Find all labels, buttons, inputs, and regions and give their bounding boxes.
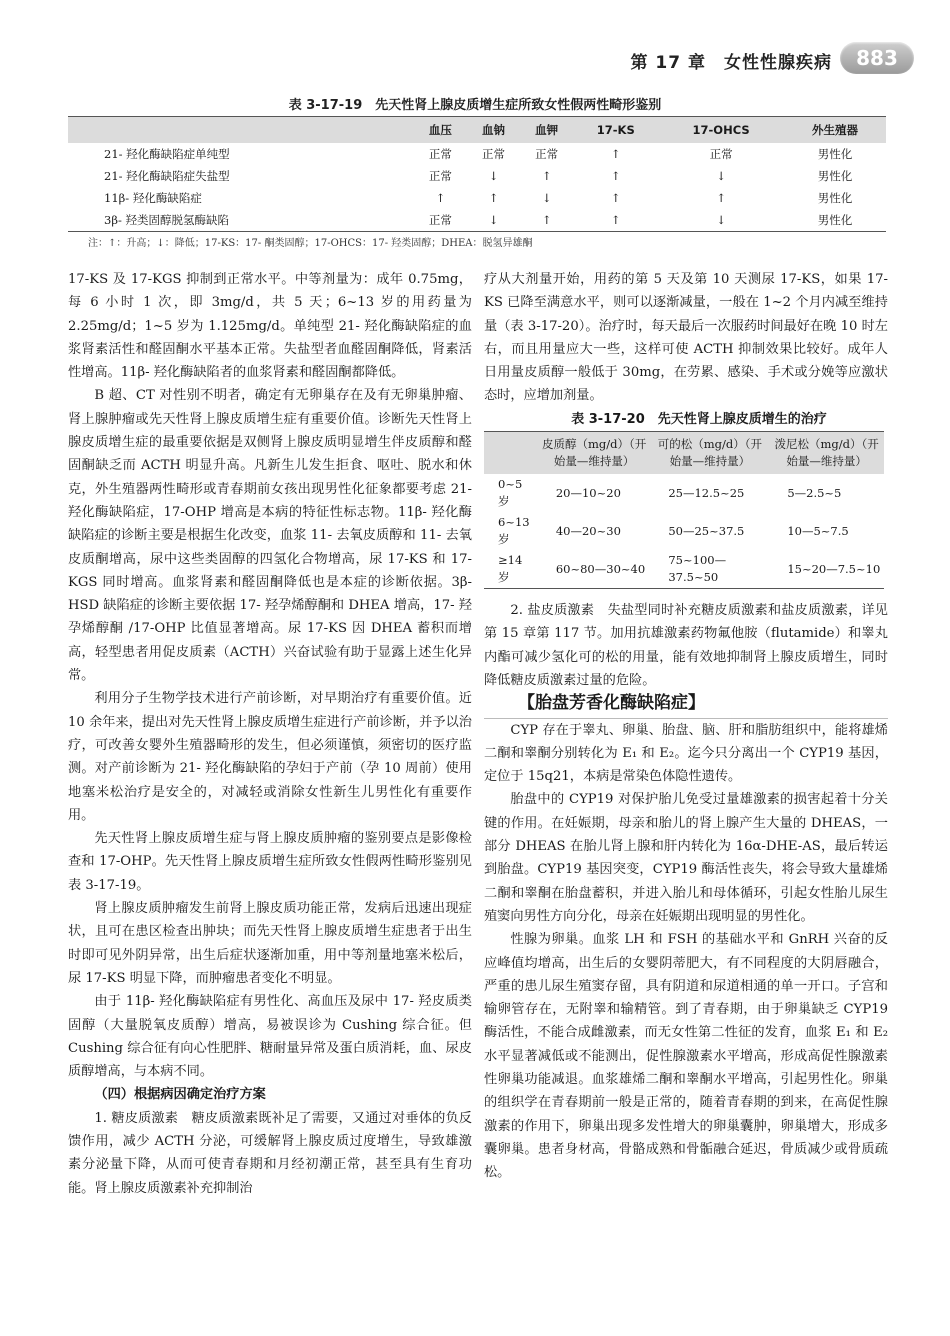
table-cell: ↑ (520, 209, 573, 232)
table-cell: 60~80—30~40 (538, 550, 651, 589)
paragraph: 性腺为卵巢。血浆 LH 和 FSH 的基础水平和 GnRH 兴奋的反应峰值均增高，出生后的女婴阴蒂肥大，有不同程度的大阴唇融合，严重的患儿尿生殖窦存留，具有阴道和尿道相通的单一开口。子宫和输卵管存在，无附睾和输精管。到了青春期，由于卵巢缺乏 CYP19 酶活性，不能合成雌激素，而无女性第二性征的发育，血浆 E₁ 和 E₂ 水平显著减低或不能测出，促性腺激素水平增高，形成高促性腺激素性卵巢功能减退。血浆雄烯二酮和睾酮水平增高，引起男性化。卵巢的组织学在青春期前一般是正常的，随着青春期的到来，在高促性腺激素的作用下，卵巢出现多发性增大的卵巢囊肿，卵巢增大，形成多囊卵巢。患者身材高，骨骼成熟和骨骺融合延迟，骨质减少或骨质疏松。 (484, 932, 888, 1181)
table-cell: ↑ (716, 191, 726, 205)
table-cell: ↑ (541, 169, 552, 183)
table-cell: 75~100—37.5~50 (650, 550, 769, 589)
table-cell: ↑ (488, 191, 499, 205)
paragraph: CYP 存在于睾丸、卵巢、胎盘、脑、肝和脂肪组织中，能将雄烯二酮和睾酮分别转化为 E₁ 和 E₂。迄今只分离出一个 CYP19 基因，定位于 15q21，本病是常染色体隐性遗传。 (484, 722, 888, 785)
table-header-cell (68, 117, 414, 144)
table-row (68, 187, 886, 209)
table-row (68, 165, 886, 187)
table-cell: 10—5~7.5 (787, 523, 849, 538)
paragraph: B 超、CT 对性别不明者，确定有无卵巢存在及有无卵巢肿瘤、肾上腺肿瘤或先天性肾上腺皮质增生症有重要价值。诊断先天性肾上腺皮质增生症的最重要依据是双侧肾上腺皮质明显增生伴皮质醇和醛固酮缺乏而 ACTH 明显升高。凡新生儿发生拒食、呕吐、脱水和休克，外生殖器两性畸形或青春期前女孩出现男性化征象都要考虑 21- 羟化酶缺陷症，17-OHP 增高是本病的特征性标志物。11β- 羟化酶缺陷症的诊断主要是根据生化改变，血浆 11- 去氧皮质醇和 11- 去氧皮质酮增高，尿中这些类固醇的四氢化合物增高，尿 17-KS 和 17-KGS 同时增高。血浆肾素和醛固酮降低也是本症的诊断依据。3β-HSD 缺陷症的诊断主要依据 17- 羟孕烯醇酮和 DHEA 增高，17- 羟孕烯醇酮 /17-OHP 比值显著增高。尿 17-KS 因 DHEA 蓄积而增高，轻型患者用促皮质素（ACTH）兴奋试验有助于显露上述生化异常。 (68, 388, 472, 684)
table-cell: 6~13 岁 (498, 515, 530, 547)
table-cell: ↓ (541, 191, 552, 205)
table-20-title: 表 3-17-20 先天性肾上腺皮质增生的治疗 (571, 411, 827, 427)
table-cell: 20—10~20 (555, 485, 621, 500)
table-cell: 25—12.5~25 (668, 485, 745, 500)
table-row (484, 550, 884, 589)
table-header-cell (484, 432, 538, 475)
table-row (68, 209, 886, 232)
table-cell: 15~20—7.5~10 (769, 550, 884, 589)
table-cell: ↑ (435, 191, 446, 205)
table-cell: ↓ (716, 169, 726, 183)
chapter-title: 第 17 章 女性性腺疾病 (630, 53, 832, 73)
table-header-cell: 17-OHCS (658, 117, 784, 144)
table-cell: 正常 (535, 147, 559, 161)
paragraph: 先天性肾上腺皮质增生症与肾上腺皮质肿瘤的鉴别要点是影像检查和 17-OHP。先天性肾上腺皮质增生症所致女性假两性畸形鉴别见表 3-17-19。 (68, 831, 472, 893)
paragraph: 肾上腺皮质肿瘤发生前肾上腺皮质功能正常，发病后迅速出现症状，且可在患区检查出肿块；而先天性肾上腺皮质增生症患者于出生时即可见外阴异常，出生后症状逐渐加重，用中等剂量地塞米松后，尿 17-KS 明显下降，而肿瘤患者变化不明显。 (68, 901, 472, 986)
paragraph: 17-KS 及 17-KGS 抑制到正常水平。中等剂量为：成年 0.75mg，每 6 小时 1 次，即 3mg/d，共 5 天；6~13 岁的用药量为 2.25mg/d；1~5 岁为 1.125mg/d。单纯型 21- 羟化酶缺陷症的血浆肾素活性和醛固酮水平基本正常。失盐型者血醛固酮降低，肾素活性增高。11β- 羟化酶缺陷者的血浆肾素和醛固酮都降低。 (68, 272, 472, 381)
table-cell: 11β- 羟化酶缺陷症 (104, 191, 202, 205)
section-heading: 【胎盘芳香化酶缺陷症】 (484, 692, 888, 718)
table-cell: 正常 (428, 147, 452, 161)
table-cell: ↑ (610, 191, 621, 205)
table-cell: ↑ (573, 209, 658, 232)
table-cell: 男性化 (817, 191, 853, 205)
table-cell: ≥14 岁 (484, 550, 538, 589)
table-19-note: 注：↑：升高；↓：降低；17-KS：17- 酮类固醇；17-OHCS：17- 羟类固醇；DHEA：脱氢异雄酮 (88, 238, 533, 249)
section-heading: （四）根据病因确定治疗方案 (94, 1087, 266, 1103)
paragraph: 2. 盐皮质激素 失盐型同时补充糖皮质激素和盐皮质激素，详见第 15 章第 117 节。加用抗雄激素药物氟他胺（flutamide）和睾丸内酯可减少氢化可的松的用量，能有效地抑制肾上腺皮质增生，同时降低糖皮质激素过量的危险。 (484, 603, 888, 688)
table-cell: ↓ (658, 209, 784, 232)
table-20 (484, 431, 884, 589)
table-header-cell: 血钠 (467, 117, 520, 144)
table-header-row (484, 432, 884, 475)
table-cell: 正常 (428, 169, 452, 183)
table-cell: 50—25~37.5 (668, 523, 745, 538)
paragraph: 由于 11β- 羟化酶缺陷症有男性化、高血压及尿中 17- 羟皮质类固醇（大量脱氧皮质醇）增高，易被误诊为 Cushing 综合征。但 Cushing 综合征有向心性肥胖、糖耐量异常及蛋白质消耗，血、尿皮质醇增高，与本病不同。 (68, 994, 472, 1080)
table-header-cell: 皮质醇（mg/d）（开始量—维持量） (538, 432, 651, 475)
paragraph: 1. 糖皮质激素 糖皮质激素既补足了需要，又通过对垂体的负反馈作用，减少 ACTH 分泌，可缓解肾上腺皮质过度增生，导致雄激素分泌量下降，从而可使青春期和月经初潮正常，甚至具有生育功能。肾上腺皮质激素补充抑制治 (68, 1110, 472, 1196)
table-cell: 正常 (482, 147, 506, 161)
table-cell: ↑ (610, 169, 621, 183)
page-number: 883 (840, 42, 914, 74)
table-header-row (68, 117, 886, 144)
table-header-cell: 可的松（mg/d）（开始量—维持量） (650, 432, 769, 475)
table-19-title: 表 3-17-19 先天性肾上腺皮质增生症所致女性假两性畸形鉴别 (288, 98, 662, 113)
table-cell: 0~5 岁 (498, 477, 523, 509)
table-19 (68, 116, 886, 232)
table-header-cell: 泼尼松（mg/d）（开始量—维持量） (769, 432, 884, 475)
table-cell: ↓ (488, 169, 499, 183)
table-row (484, 474, 884, 512)
table-header-cell: 外生殖器 (784, 117, 886, 144)
left-column (68, 268, 472, 1200)
table-cell: ↑ (610, 147, 621, 161)
paragraph: 利用分子生物学技术进行产前诊断，对早期治疗有重要价值。近 10 余年来，提出对先天性肾上腺皮质增生症进行产前诊断，并予以治疗，可改善女婴外生殖器畸形的发生，但必须谨慎，须密切的医疗监测。对产前诊断为 21- 羟化酶缺陷的孕妇于产前（孕 10 周前）使用地塞米松治疗是安全的，对减轻或消除女性新生儿男性化有重要作用。 (68, 691, 472, 823)
table-cell: 男性化 (784, 209, 886, 232)
right-column (484, 268, 888, 1185)
table-header-cell: 血压 (414, 117, 467, 144)
table-cell: 40—20~30 (555, 523, 621, 538)
table-cell: 男性化 (817, 169, 853, 183)
table-cell: 5—2.5~5 (787, 485, 842, 500)
table-cell: 正常 (414, 209, 467, 232)
table-cell: 3β- 羟类固醇脱氢酶缺陷 (68, 209, 414, 232)
table-cell: 正常 (709, 147, 733, 161)
table-cell: 21- 羟化酶缺陷症失盐型 (104, 169, 230, 183)
paragraph: 胎盘中的 CYP19 对保护胎儿免受过量雄激素的损害起着十分关键的作用。在妊娠期，母亲和胎儿的肾上腺产生大量的 DHEAS，一部分 DHEAS 在胎儿肾上腺和肝内转化为 16α-DHE-AS，最后转运到胎盘。CYP19 基因突变，CYP19 酶活性丧失，将会导致大量雄烯二酮和睾酮在胎盘蓄积，并进入胎儿和母体循环，引起女性胎儿尿生殖窦向男性方向分化，母亲在妊娠期出现明显的男性化。 (484, 792, 888, 924)
table-header-cell: 血钾 (520, 117, 573, 144)
paragraph: 疗从大剂量开始，用药的第 5 天及第 10 天测尿 17-KS，如果 17-KS 已降至满意水平，则可以逐渐减量，一般在 1~2 个月内减至维持量（表 3-17-20）。治疗时，每天最后一次服药时间最好在晚 10 时左右，而且用量应大一些，这样可使 ACTH 抑制效果比较好。成年人日用量皮质醇一般低于 30mg，在劳累、感染、手术或分娩等应激状态时，应增加剂量。 (484, 272, 888, 404)
table-cell: ↓ (467, 209, 520, 232)
table-row (484, 512, 884, 550)
table-cell: 男性化 (817, 147, 853, 161)
page-header (0, 42, 950, 78)
table-header-cell: 17-KS (573, 117, 658, 144)
table-cell: 21- 羟化酶缺陷症单纯型 (104, 147, 230, 161)
table-row (68, 143, 886, 165)
